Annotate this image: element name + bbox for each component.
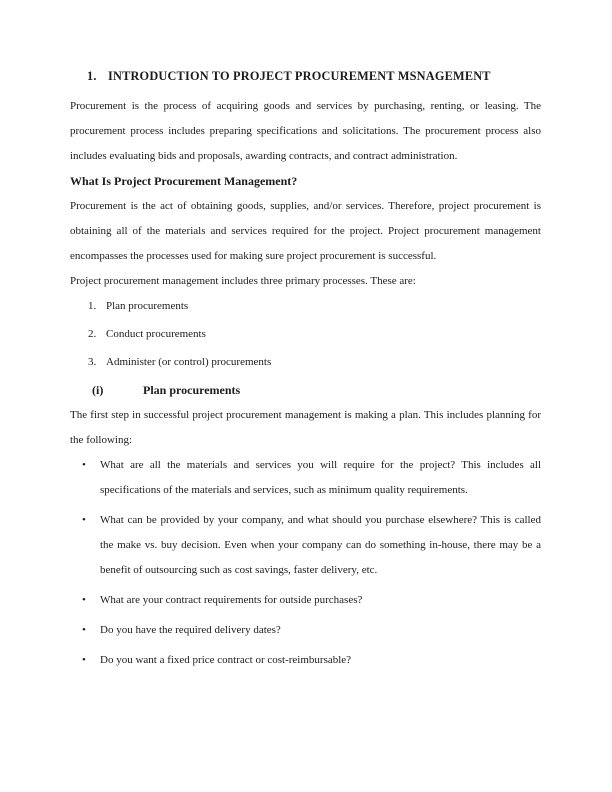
paragraph-three-processes-intro: Project procurement management includes three primary processes. These are: (70, 275, 416, 287)
subheading-what-is-procurement-management: What Is Project Procurement Management? (70, 174, 298, 188)
section-heading (70, 64, 541, 89)
bullet-icon: • (82, 514, 86, 526)
paragraph-procurement-definition: Procurement is the act of obtaining goods, supplies, and/or services. Therefore, project procurement is obtaining all of the materials and services required for the project. Project procurement management encompasses the processes used for making sure project procurement is successful. (70, 200, 541, 262)
section-heading-number: 1. (87, 69, 97, 83)
bullet-text: What are your contract requirements for outside purchases? (100, 594, 363, 606)
bullet-text: What can be provided by your company, and what should you purchase elsewhere? This is called the make vs. buy decision. Even when your company can do something in-house, there may be a benefit of outsourcing such as cost savings, faster delivery, etc. (100, 514, 541, 576)
numbered-item-plan (70, 294, 541, 319)
bullet-item-delivery-dates (70, 618, 541, 643)
section-heading-text: INTRODUCTION TO PROJECT PROCUREMENT MSNAGEMENT (108, 69, 491, 83)
paragraph-plan-intro: The first step in successful project procurement management is making a plan. This includes planning for the following: (70, 409, 541, 446)
bullet-icon: • (82, 594, 86, 606)
bullet-icon: • (82, 624, 86, 636)
numbered-item-number: 3. (88, 356, 97, 368)
numbered-item-text: Plan procurements (106, 300, 189, 312)
bullet-text: Do you want a fixed price contract or cost-reimbursable? (100, 654, 352, 666)
bullet-text: What are all the materials and services you will require for the project? This includes all specifications of the materials and services, such as minimum quality requirements. (100, 459, 541, 496)
bullet-item-contract-type (70, 648, 541, 673)
numbered-item-administer (70, 350, 541, 375)
subheading-roman-numeral: (i) (92, 383, 104, 397)
bullet-item-materials-services (70, 453, 541, 503)
subheading-plan-procurements (70, 378, 541, 403)
bullet-icon: • (82, 459, 86, 471)
numbered-item-text: Administer (or control) procurements (106, 356, 272, 368)
bullet-icon: • (82, 654, 86, 666)
numbered-item-conduct (70, 322, 541, 347)
bullet-text: Do you have the required delivery dates? (100, 624, 281, 636)
subheading-plan-text: Plan procurements (143, 383, 241, 397)
bullet-item-contract-requirements (70, 588, 541, 613)
numbered-item-number: 1. (88, 300, 97, 312)
numbered-item-text: Conduct procurements (106, 328, 206, 340)
bullet-item-make-vs-buy (70, 508, 541, 583)
numbered-item-number: 2. (88, 328, 97, 340)
paragraph-procurement-intro: Procurement is the process of acquiring goods and services by purchasing, renting, or leasing. The procurement process includes preparing specifications and solicitations. The procurement process also includes evaluating bids and proposals, awarding contracts, and contract administration. (70, 100, 541, 162)
